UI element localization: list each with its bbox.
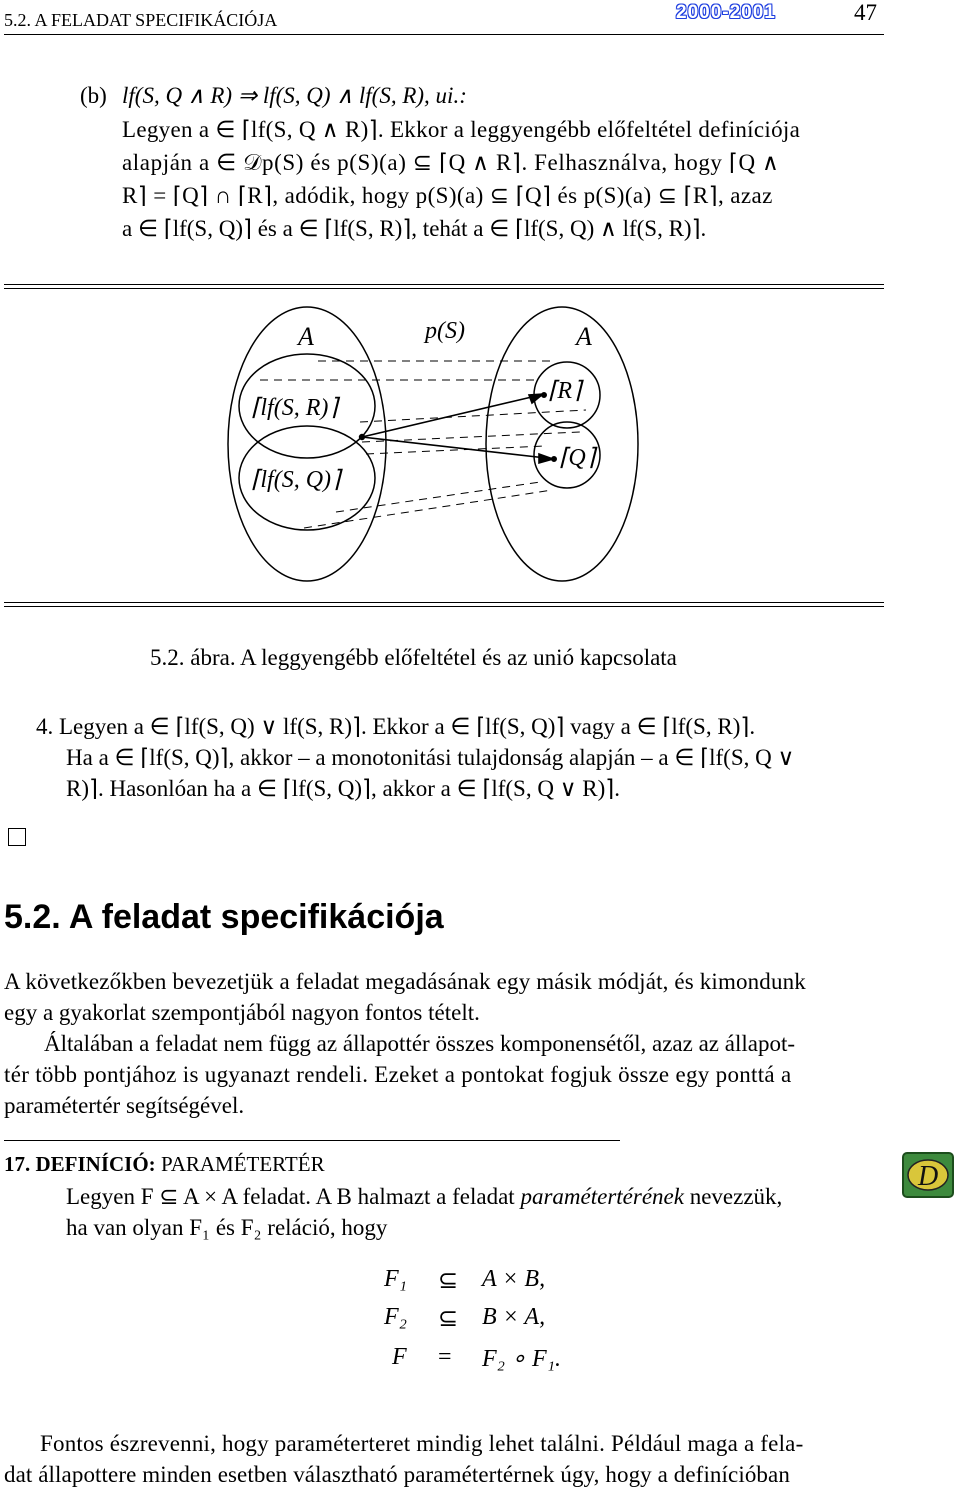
section-p2-line1: Általában a feladat nem függ az állapottér összes komponensétől, azaz az állapot- bbox=[44, 1031, 796, 1056]
proof-b-claim: lf(S, Q ∧ R) ⇒ lf(S, Q) ∧ lf(S, R), ui.: bbox=[122, 83, 467, 108]
definition-badge-icon bbox=[900, 1148, 956, 1204]
definition-title bbox=[4, 1152, 325, 1177]
right-set-ellipse bbox=[486, 307, 638, 581]
definition-label: DEFINÍCIÓ: bbox=[35, 1152, 156, 1176]
right-set-label: A bbox=[576, 322, 592, 351]
proof-b-label: (b) bbox=[80, 83, 107, 108]
right-upper-label: ⌈R⌉ bbox=[548, 378, 582, 404]
definition-line1: Legyen F ⊆ A × A feladat. A B halmazt a feladat paramétertérének nevezzük, bbox=[66, 1184, 783, 1209]
proof-4-line2: Ha a ∈ ⌈lf(S, Q)⌉, akkor – a monotonitási tulajdonság alapján – a ∈ ⌈lf(S, Q ∨ bbox=[66, 745, 795, 770]
proof-4-line1: 4. Legyen a ∈ ⌈lf(S, Q) ∨ lf(S, R)⌉. Ekkor a ∈ ⌈lf(S, Q)⌉ vagy a ∈ ⌈lf(S, R)⌉. bbox=[36, 714, 756, 739]
footer-line2: dat állapottere minden esetben választható paramétertérnek úgy, hogy a definícióban bbox=[4, 1462, 790, 1487]
section-heading: 5.2. A feladat specifikációja bbox=[4, 898, 444, 936]
definition-rule bbox=[4, 1140, 620, 1141]
qed-box-icon bbox=[8, 828, 26, 846]
figure-caption: 5.2. ábra. A leggyengébb előfeltétel és az unió kapcsolata bbox=[150, 645, 677, 670]
proof-4-line3: R)⌉. Hasonlóan ha a ∈ ⌈lf(S, Q)⌉, akkor a ∈ ⌈lf(S, Q ∨ R)⌉. bbox=[66, 776, 621, 801]
section-p2-line2: tér több pontjához is ugyanazt rendeli. Ezeket a pontokat fogjuk össze egy ponttá a bbox=[4, 1062, 792, 1087]
footer-line1: Fontos észrevenni, hogy paraméterteret mindig lehet találni. Például maga a fela- bbox=[40, 1431, 804, 1456]
section-p1-line1: A következőkben bevezetjük a feladat megadásának egy másik módját, és kimondunk bbox=[4, 969, 806, 994]
right-lower-label: ⌈Q⌉ bbox=[559, 445, 596, 471]
running-title: 5.2. A FELADAT SPECIFIKÁCIÓJA bbox=[4, 10, 278, 30]
proof-b-line2: Legyen a ∈ ⌈lf(S, Q ∧ R)⌉. Ekkor a leggyengébb előfeltétel definíciója bbox=[122, 117, 801, 142]
year-badge: 2000-2001 bbox=[676, 2, 776, 23]
left-lower-label: ⌈lf(S, Q)⌉ bbox=[251, 467, 341, 493]
mapping-label: p(S) bbox=[425, 318, 465, 344]
figure-top-rule bbox=[4, 284, 884, 289]
proof-b-line4: R⌉ = ⌈Q⌉ ∩ ⌈R⌉, adódik, hogy p(S)(a) ⊆ ⌈Q⌉ és p(S)(a) ⊆ ⌈R⌉, azaz bbox=[122, 183, 773, 208]
section-p2-line3: paramétertér segítségével. bbox=[4, 1093, 245, 1118]
definition-name: PARAMÉTERTÉR bbox=[160, 1152, 325, 1176]
section-p1-line2: egy a gyakorlat szempontjából nagyon fontos tételt. bbox=[4, 1000, 480, 1025]
venn-diagram bbox=[0, 290, 960, 600]
definition-line2: ha van olyan F₁ és F₂ reláció, hogy bbox=[66, 1215, 388, 1240]
definition-number: 17. bbox=[4, 1152, 31, 1176]
proof-b-line5: a ∈ ⌈lf(S, Q)⌉ és a ∈ ⌈lf(S, R)⌉, tehát a ∈ ⌈lf(S, Q) ∧ lf(S, R)⌉. bbox=[122, 216, 707, 241]
figure-bottom-rule bbox=[4, 602, 884, 607]
proof-b-line3: alapján a ∈ 𝒟p(S) és p(S)(a) ⊆ ⌈Q ∧ R⌉. Felhasználva, hogy ⌈Q ∧ bbox=[122, 150, 780, 175]
page-number: 47 bbox=[854, 0, 877, 25]
left-set-label: A bbox=[298, 322, 314, 351]
svg-text:D: D bbox=[918, 1161, 939, 1192]
mapping-arrows bbox=[360, 393, 557, 463]
header-rule bbox=[4, 34, 884, 35]
left-upper-label: ⌈lf(S, R)⌉ bbox=[251, 395, 338, 421]
